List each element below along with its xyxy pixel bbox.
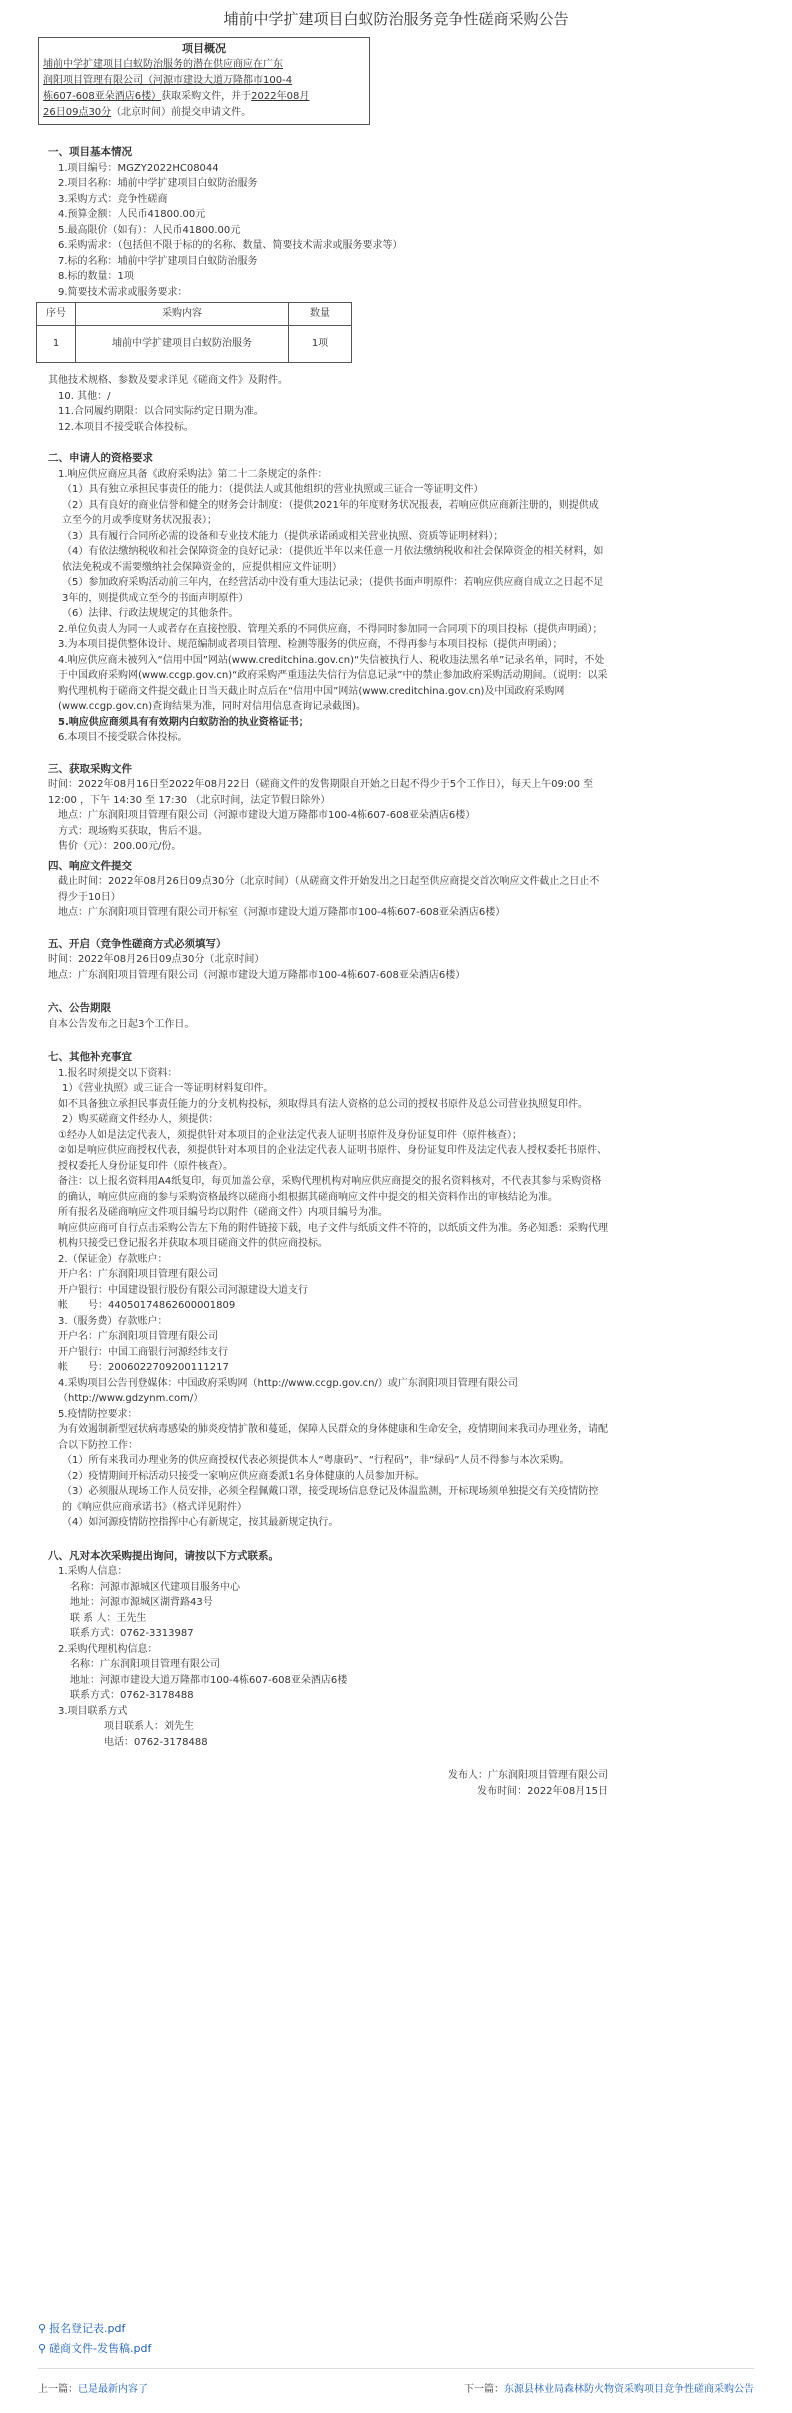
text-line: 帐 号：2006022709200111217 [58, 1362, 229, 1373]
text-line: 售价（元）：200.00元/份。 [58, 841, 182, 852]
text-line: 2.项目名称：埔前中学扩建项目白蚁防治服务 [58, 178, 258, 189]
text-line: 地点：广东润阳项目管理有限公司（河源市建设大道万隆都市100-4栋607-608亚朵酒店6楼） [58, 810, 476, 821]
text-line: 方式：现场购买获取，售后不退。 [58, 825, 208, 837]
text-line: 如不具备独立承担民事责任能力的分支机构投标，须取得具有法人资格的总公司的授权书原件及总公司营业执照复印件。 [58, 1098, 588, 1110]
section-heading: 六、公告期限 [48, 1002, 111, 1014]
overview-text: 埔前中学扩建项目白蚁防治服务的潜在供应商应在广东 润阳项目管理有限公司（河源市建设大道万隆都市100-4 栋607-608亚朵酒店6楼）获取采购文件，并于2022年08月 26日09点30分（北京时间）前提交申请文件。 [43, 59, 310, 118]
overview-title: 项目概况 [182, 42, 226, 55]
table-header-row [37, 303, 352, 326]
text-line: （1）具有独立承担民事责任的能力：（提供法人或其他组织的营业执照或三证合一等证明文件） [62, 484, 484, 495]
section-heading: 五、开启（竞争性磋商方式必须填写） [48, 937, 227, 950]
text-line: 2.采购代理机构信息： [58, 1643, 158, 1655]
text-line: 1.项目编号：MGZY2022HC08044 [58, 162, 219, 174]
text-line: （3）具有履行合同所必需的设备和专业技术能力（提供承诺函或相关营业执照、资质等证明材料）； [62, 530, 504, 542]
table-header: 采购内容 [76, 303, 289, 326]
prev-article[interactable]: 上一篇：已是最新内容了 [38, 2384, 148, 2395]
section-heading: 二、申请人的资格要求 [48, 452, 153, 464]
section-heading: 一、项目基本情况 [48, 146, 132, 158]
text-line: 开户名：广东润阳项目管理有限公司 [58, 1269, 218, 1280]
text-line: 1.采购人信息： [58, 1566, 128, 1577]
divider [38, 2368, 754, 2369]
table-row [37, 326, 352, 363]
table-cell: 1项 [289, 326, 352, 363]
section-heading: 四、响应文件提交 [48, 859, 132, 872]
text-line: 地址：河源市源城区湖背路43号 [70, 1597, 213, 1608]
table-header: 序号 [37, 303, 76, 326]
text-line: 开户银行：中国工商银行河源经纬支行 [58, 1346, 228, 1358]
text-line: 为有效遏制新型冠状病毒感染的肺炎疫情扩散和蔓延，保障人民群众的身体健康和生命安全，疫情期间来我司办理业务，请配合以下防控工作： [58, 1424, 608, 1451]
text-line: 3.采购方式：竞争性磋商 [58, 193, 168, 205]
table-cell: 1 [37, 326, 76, 363]
requirements-table [36, 302, 352, 363]
project-overview-box [38, 37, 370, 125]
text-line: 响应供应商可自行点击采购公告左下角的附件链接下载，电子文件与纸质文件不符的，以纸质文件为准。务必知悉：采购代理机构只接受已登记报名并获取本项目磋商文件的供应商投标。 [58, 1222, 608, 1249]
section-heading: 七、其他补充事宜 [48, 1051, 132, 1063]
text-line: 自本公告发布之日起3个工作日。 [48, 1018, 195, 1030]
page-title: 埔前中学扩建项目白蚁防治服务竞争性磋商采购公告 [223, 10, 569, 28]
text-line: 7.标的名称：埔前中学扩建项目白蚁防治服务 [58, 255, 258, 267]
text-line: 开户银行：中国建设银行股份有限公司河源建设大道支行 [58, 1284, 308, 1296]
text-line: 1.报名时须提交以下资料： [58, 1067, 178, 1079]
text-line: （3）必须服从现场工作人员安排，必须全程佩戴口罩，接受现场信息登记及体温监测，开标现场须单独提交有关疫情防控的《响应供应商承诺书》（格式详见附件） [62, 1486, 599, 1513]
attachment-link[interactable]: ⚲ 磋商文件-发售稿.pdf [38, 2342, 152, 2355]
text-line: 5.响应供应商须具有有效期内白蚁防治的执业资格证书； [58, 716, 309, 728]
text-line: 11.合同履约期限：以合同实际约定日期为准。 [58, 406, 264, 417]
text-line: 5.最高限价（如有）：人民币41800.00元 [58, 224, 241, 236]
text-line: 联系方式：0762-3178488 [70, 1690, 194, 1701]
text-line: （1）所有来我司办理业务的供应商授权代表必须提供本人“粤康码”、“行程码”，非“绿码”人员不得参与本次采购。 [62, 1455, 570, 1466]
text-line: 3.（服务费）存款账户： [58, 1315, 168, 1327]
text-line: 4.采购项目公告刊登媒体：中国政府采购网（http://www.ccgp.gov.cn/）或广东润阳项目管理有限公司（http://www.gdzynm.com/） [58, 1377, 518, 1404]
text-line: 6.采购需求：（包括但不限于标的的名称、数量、简要技术需求或服务要求等） [58, 240, 403, 251]
text-line: 开户名：广东润阳项目管理有限公司 [58, 1331, 218, 1342]
section-heading: 八、凡对本次采购提出询问，请按以下方式联系。 [48, 1549, 279, 1562]
text-line: 联系方式：0762-3313987 [70, 1628, 194, 1639]
text-line: 3.为本项目提供整体设计、规范编制或者项目管理、检测等服务的供应商，不得再参与本项目投标（提供声明函）； [58, 639, 563, 650]
text-line: 所有报名及磋商响应文件项目编号均以附件（磋商文件）内项目编号为准。 [58, 1207, 388, 1218]
text-line: 地点：广东润阳项目管理有限公司（河源市建设大道万隆都市100-4栋607-608亚朵酒店6楼） [48, 969, 466, 981]
text-line: 5.疫情防控要求： [58, 1408, 138, 1420]
text-line: （6）法律、行政法规规定的其他条件。 [62, 608, 239, 619]
text-line: 9.简要技术需求或服务要求： [58, 286, 188, 298]
text-line: 1）《营业执照》或三证合一等证明材料复印件。 [62, 1083, 274, 1094]
text-line: 2.单位负责人为同一人或者存在直接控股、管理关系的不同供应商，不得同时参加同一合同项下的项目投标（提供声明函）； [58, 623, 603, 635]
paperclip-icon: ⚲ [38, 2342, 47, 2355]
text-line: （2）疫情期间开标活动只接受一家响应供应商委派1名身体健康的人员参加开标。 [62, 1470, 425, 1482]
section-heading: 三、获取采购文件 [48, 762, 132, 775]
text-line: 地点：广东润阳项目管理有限公司开标室（河源市建设大道万隆都市100-4栋607-608亚朵酒店6楼） [58, 907, 506, 918]
text-line: （4）如河源疫情防控指挥中心有新规定，按其最新规定执行。 [62, 1517, 339, 1528]
text-line: （5）参加政府采购活动前三年内，在经营活动中没有重大违法记录；（提供书面声明原件：若响应供应商自成立之日起不足3年的，则提供成立至今的书面声明原件） [62, 577, 604, 604]
text-line: 10. 其他：/ [58, 390, 111, 402]
text-line: （2）具有良好的商业信誉和健全的财务会计制度：（提供2021年的年度财务状况报表，若响应供应商新注册的，则提供成立至今的月或季度财务状况报表）； [62, 499, 599, 526]
paperclip-icon: ⚲ [38, 2322, 47, 2335]
text-line: 1.响应供应商应具备《政府采购法》第二十二条规定的条件： [58, 468, 328, 480]
publisher: 发布人：广东润阳项目管理有限公司 [448, 1770, 608, 1781]
text-line: 名称：河源市源城区代建项目服务中心 [70, 1581, 240, 1593]
text-line: 帐 号：44050174862600001809 [58, 1300, 236, 1311]
text-line: ①经办人如是法定代表人，须提供针对本项目的企业法定代表人证明书原件及身份证复印件（原件核查）； [58, 1129, 522, 1141]
text-line: 12.本项目不接受联合体投标。 [58, 421, 194, 433]
text-line: ②如是响应供应商授权代表，须提供针对本项目的企业法定代表人证明书原件、身份证复印件及法定代表人授权委托书原件、授权委托人身份证复印件（原件核查）。 [58, 1145, 607, 1172]
text-line: 6.本项目不接受联合体投标。 [58, 732, 188, 743]
publish-date: 发布时间：2022年08月15日 [477, 1785, 608, 1797]
text-line: （4）有依法缴纳税收和社会保障资金的良好记录：（提供近半年以来任意一月依法缴纳税收和社会保障资金的相关材料，如依法免税或不需要缴纳社会保障资金的，应提供相应文件证明） [62, 546, 604, 573]
text-line: 4.响应供应商未被列入“信用中国”网站(www.creditchina.gov.cn)“失信被执行人、税收违法黑名单”记录名单，同时，不处于中国政府采购网(www.ccgp.gov.cn)“政府采购严重违法失信行为信息记录”中的禁止参加政府采购活动期间。（说明：以采购代理机构于磋商文件提交截止日当天截止时点后在“信用中国”网站(www.creditchina.gov.cn)及中国政府采购网(www.ccgp.gov.cn)查询结果为准，同时对信用信息查询记录截图)。 [58, 654, 608, 712]
text-line: 地址：河源市建设大道万隆都市100-4栋607-608亚朵酒店6楼 [70, 1674, 348, 1686]
text-line: 8.标的数量：1项 [58, 271, 134, 282]
attachment-link[interactable]: ⚲ 报名登记表.pdf [38, 2322, 126, 2335]
text-line: 时间：2022年08月26日09点30分（北京时间） [48, 954, 265, 965]
text-line: 备注：以上报名资料用A4纸复印，每页加盖公章，采购代理机构对响应供应商提交的报名资料核对，不代表其参与采购资格的确认，响应供应商的参与采购资格最终以磋商小组根据其磋商响应文件中提交的相关资料作出的审核结论为准。 [58, 1176, 602, 1203]
text-line: 项目联系人：刘先生 [104, 1721, 194, 1732]
announcement-body [48, 135, 608, 1799]
prev-article-link[interactable]: 已是最新内容了 [78, 2384, 148, 2395]
text-line: 3.项目联系方式 [58, 1705, 128, 1717]
next-article[interactable]: 下一篇：东源县林业局森林防火物资采购项目竞争性磋商采购公告 [464, 2384, 754, 2395]
text-line: 联 系 人：王先生 [70, 1612, 147, 1624]
next-article-link[interactable]: 东源县林业局森林防火物资采购项目竞争性磋商采购公告 [504, 2384, 754, 2395]
text-line: 2.（保证金）存款账户： [58, 1253, 168, 1265]
text-line: 2）购买磋商文件经办人，须提供： [62, 1114, 219, 1125]
text-line: 其他技术规格、参数及要求详见《磋商文件》及附件。 [48, 375, 288, 386]
text-line: 截止时间：2022年08月26日09点30分（北京时间）（从磋商文件开始发出之日起至供应商提交首次响应文件截止之日止不得少于10日） [58, 876, 600, 903]
text-line: 名称：广东润阳项目管理有限公司 [70, 1659, 220, 1670]
text-line: 4.预算金额：人民币41800.00元 [58, 209, 206, 220]
table-cell: 埔前中学扩建项目白蚁防治服务 [76, 326, 289, 363]
table-header: 数量 [289, 303, 352, 326]
text-line: 电话：0762-3178488 [104, 1736, 208, 1748]
text-line: 时间：2022年08月16日至2022年08月22日（磋商文件的发售期限自开始之日起不得少于5个工作日），每天上午09:00 至 12:00 ，下午 14:30 至 17:30 （北京时间，法定节假日除外） [48, 779, 594, 806]
